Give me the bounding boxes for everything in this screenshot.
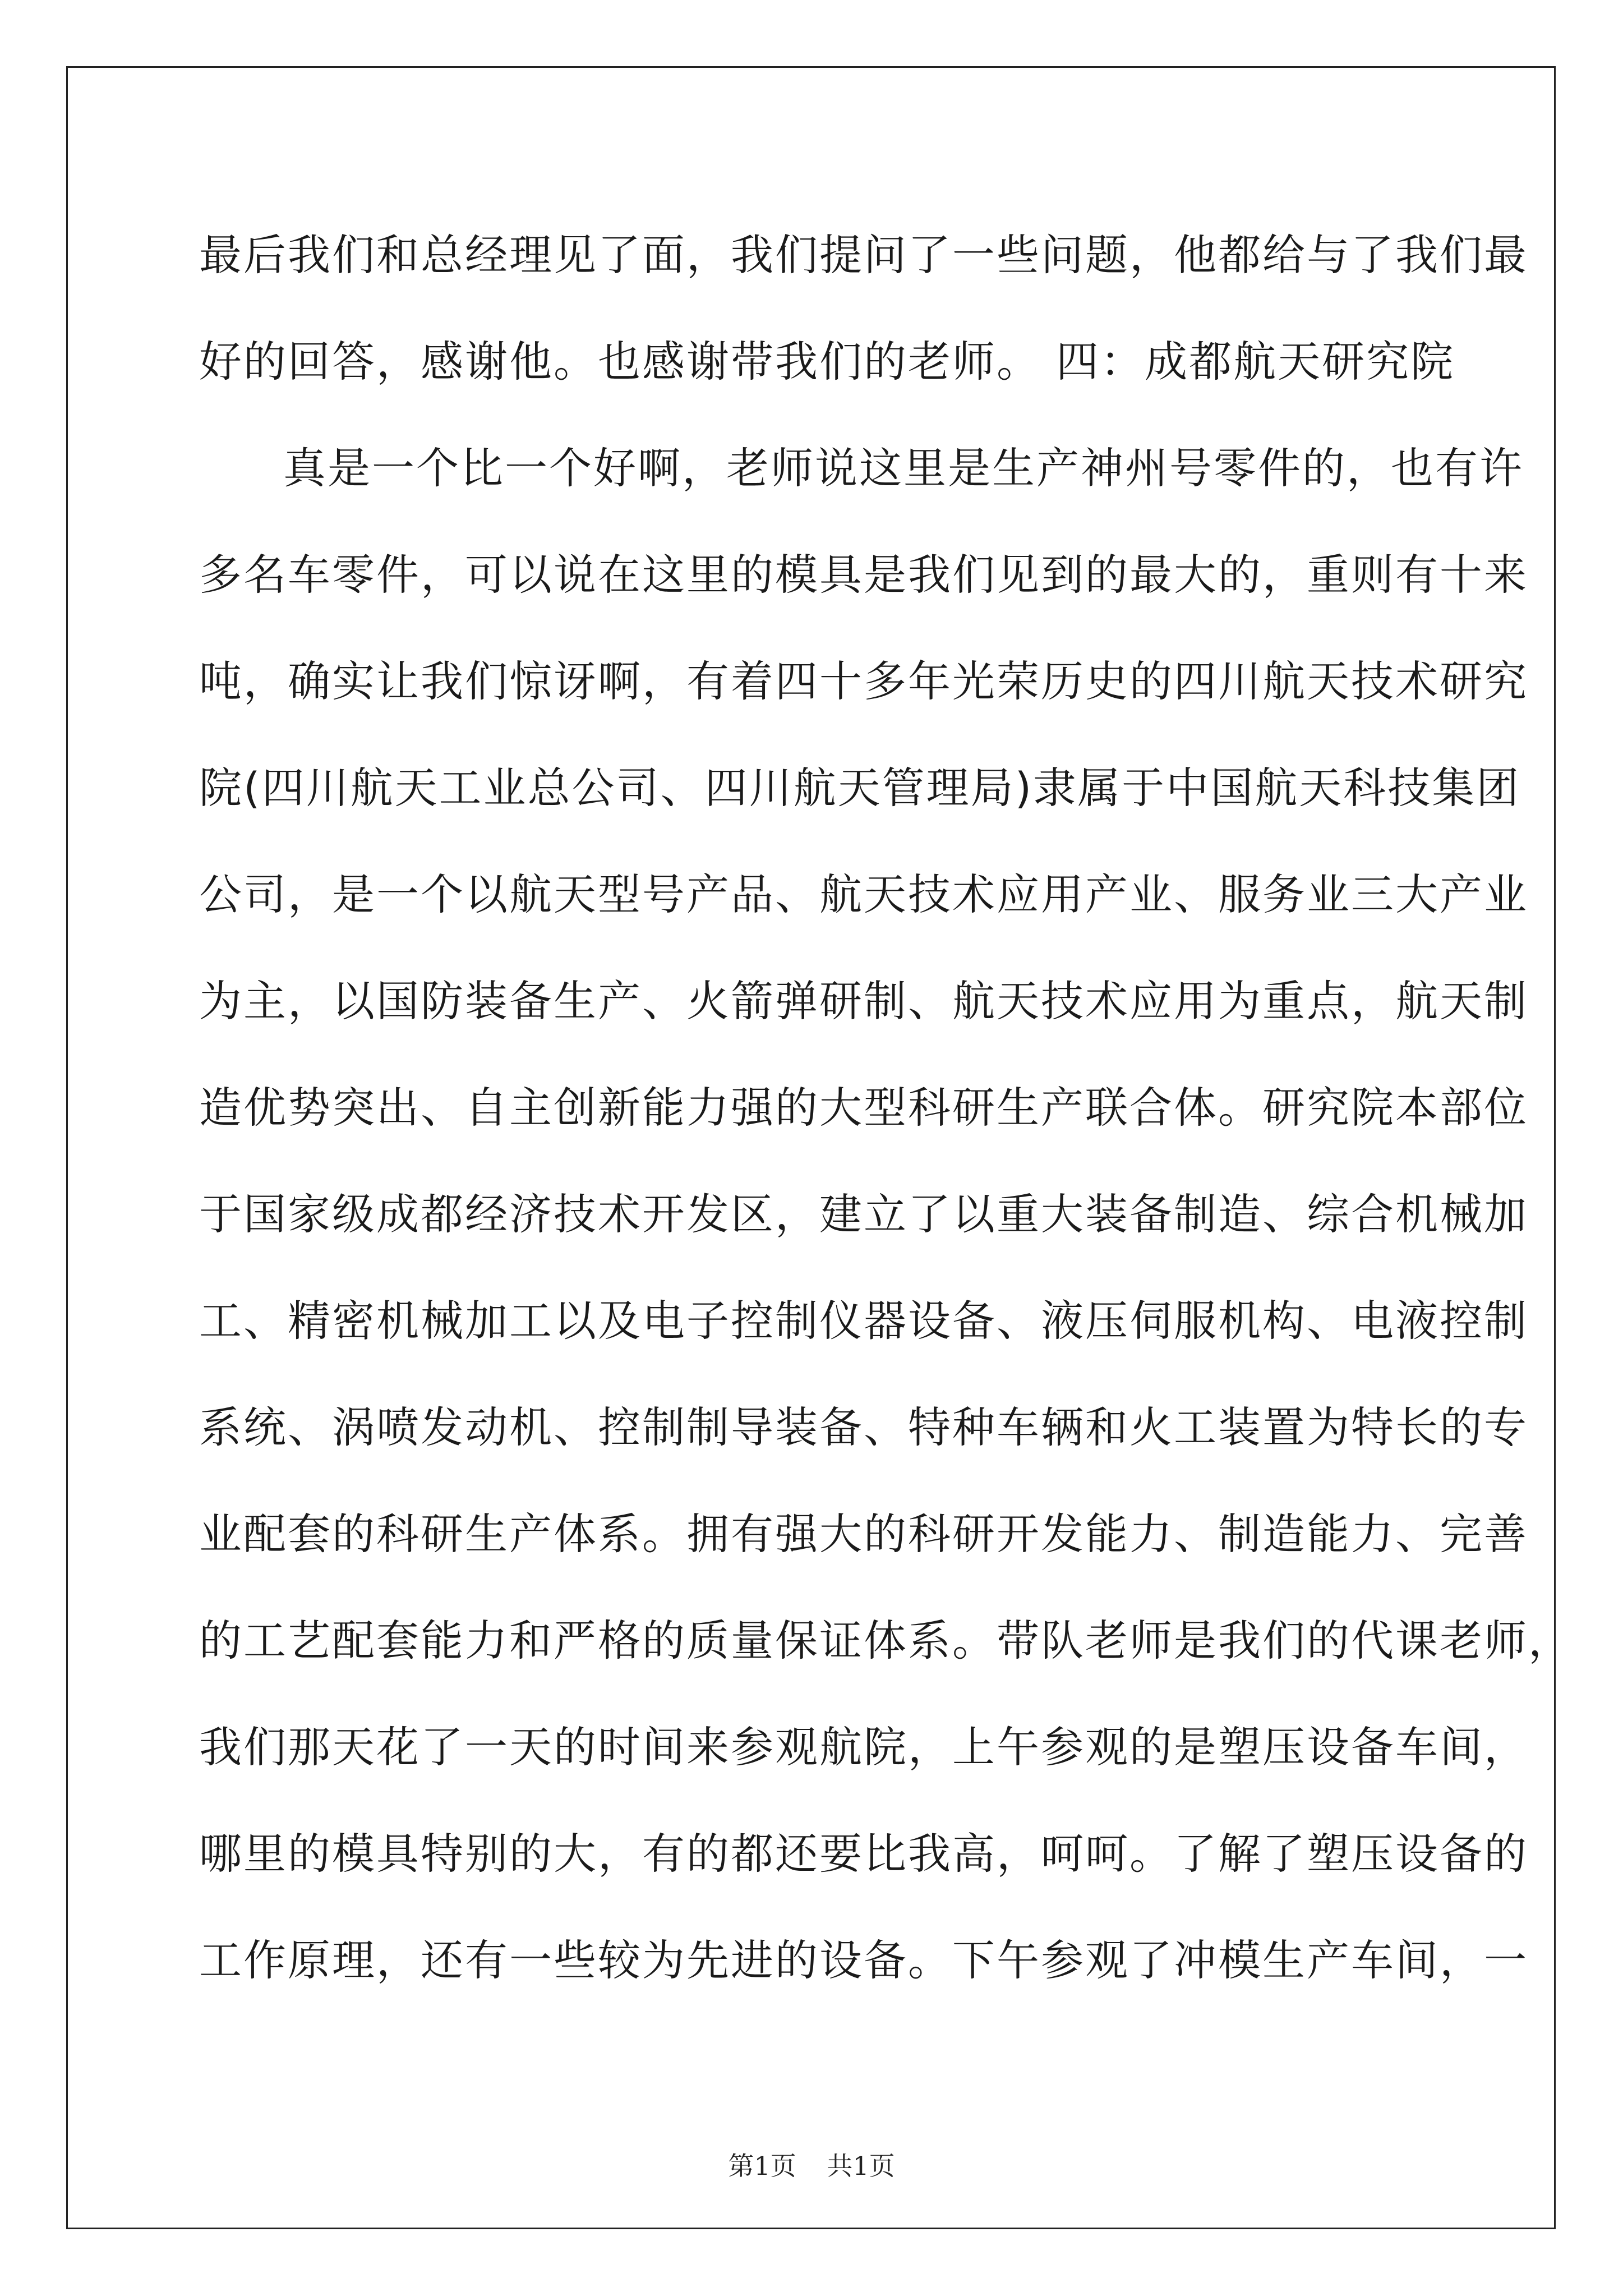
text-line: 真是一个比一个好啊，老师说这里是生产神州号零件的，也有许 (283, 443, 1524, 493)
text-line: 工、精密机械加工以及电子控制仪器设备、液压伺服机构、电液控制 (199, 1296, 1528, 1346)
page-number: 第1页 (728, 2151, 796, 2181)
text-line: 业配套的科研生产体系。拥有强大的科研开发能力、制造能力、完善 (199, 1509, 1528, 1559)
text-line: 系统、涡喷发动机、控制制导装备、特种车辆和火工装置为特长的专 (199, 1402, 1528, 1452)
text-line: 工作原理，还有一些较为先进的设备。下午参观了冲模生产车间，一 (199, 1935, 1528, 1985)
text-line: 公司，是一个以航天型号产品、航天技术应用产业、服务业三大产业 (199, 869, 1528, 919)
text-line: 我们那天花了一天的时间来参观航院，上午参观的是塑压设备车间， (199, 1722, 1528, 1772)
text-line: 好的回答，感谢他。也感谢带我们的老师。 四：成都航天研究院 (199, 337, 1455, 386)
text-line: 院(四川航天工业总公司、四川航天管理局)隶属于中国航天科技集团 (199, 763, 1521, 813)
text-line: 最后我们和总经理见了面，我们提问了一些问题，他都给与了我们最 (199, 230, 1528, 280)
text-line: 为主，以国防装备生产、火箭弹研制、航天技术应用为重点，航天制 (199, 976, 1528, 1026)
text-line: 哪里的模具特别的大，有的都还要比我高，呵呵。了解了塑压设备的 (199, 1829, 1528, 1879)
page-total: 共1页 (827, 2151, 895, 2181)
text-line: 的工艺配套能力和严格的质量保证体系。带队老师是我们的代课老师， (199, 1616, 1573, 1665)
text-line: 造优势突出、自主创新能力强的大型科研生产联合体。研究院本部位 (199, 1083, 1528, 1133)
page-footer (0, 2146, 1623, 2183)
document-body (199, 219, 1573, 2031)
text-line: 吨，确实让我们惊讶啊，有着四十多年光荣历史的四川航天技术研究 (199, 656, 1528, 706)
text-line: 多名车零件，可以说在这里的模具是我们见到的最大的，重则有十来 (199, 550, 1528, 600)
text-line: 于国家级成都经济技术开发区，建立了以重大装备制造、综合机械加 (199, 1189, 1528, 1239)
